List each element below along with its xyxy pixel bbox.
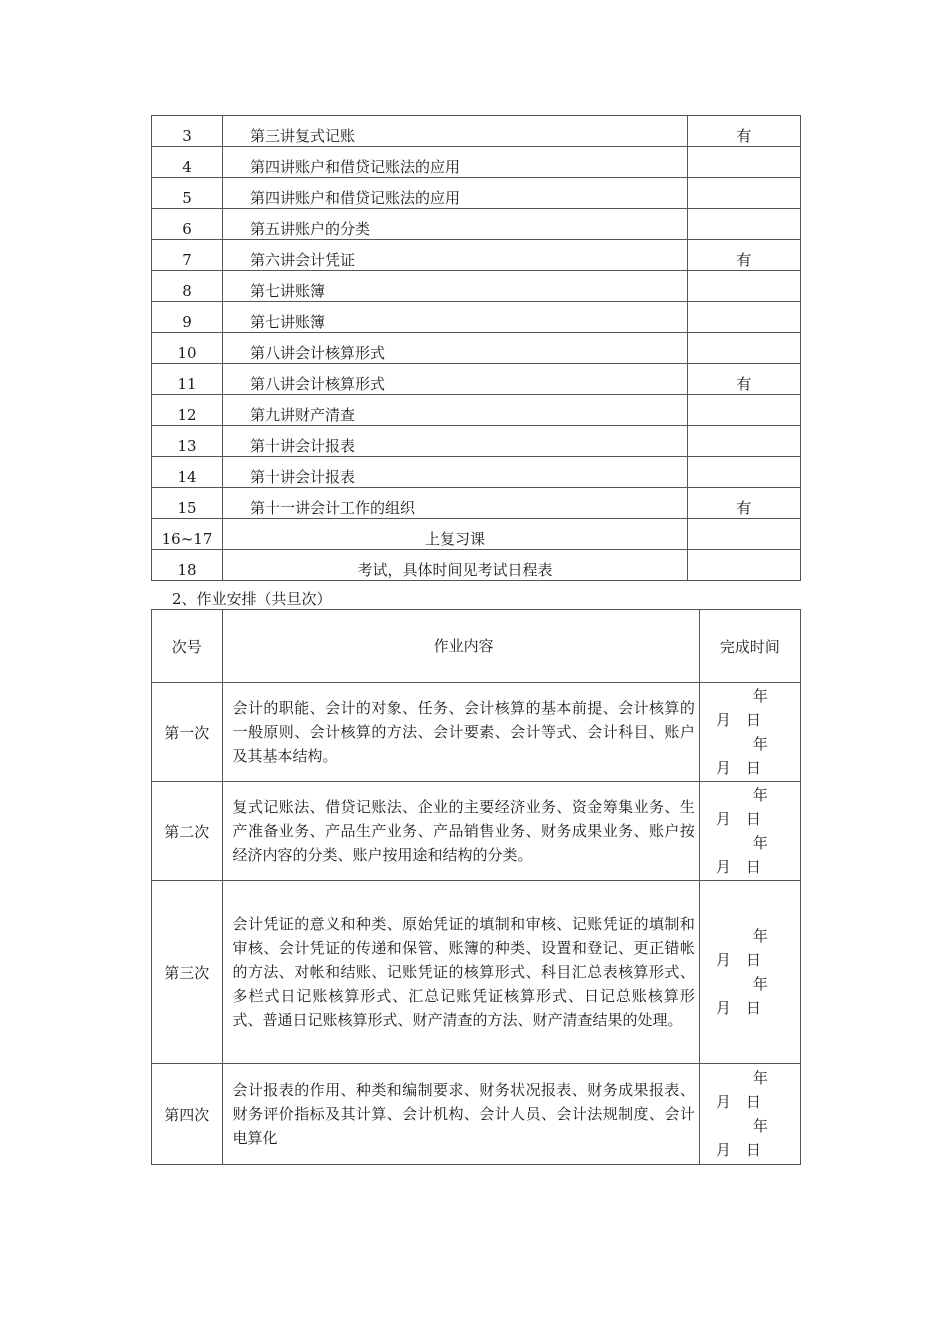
homework-table: [151, 609, 801, 1165]
row-mark: [687, 550, 800, 581]
table-row: [152, 333, 801, 364]
table-row: [152, 782, 801, 881]
row-mark: [687, 178, 800, 209]
row-number: 18: [152, 550, 223, 581]
date-month-day: [716, 948, 800, 972]
date-day: 日: [745, 711, 761, 729]
row-topic: 第十讲会计报表: [223, 426, 688, 457]
completion-time: [699, 881, 800, 1064]
date-year: 年: [752, 834, 768, 852]
row-number: 14: [152, 457, 223, 488]
date-month: 月: [715, 999, 731, 1017]
completion-time: [699, 683, 800, 782]
date-year: 年: [752, 927, 768, 945]
date-month-day: [716, 756, 800, 780]
table-row: [152, 881, 801, 1064]
row-mark: 有: [687, 488, 800, 519]
date-day: 日: [745, 810, 761, 828]
row-number: 7: [152, 240, 223, 271]
homework-heading: 2、作业安排（共旦次）: [172, 590, 332, 608]
date-block: [700, 1066, 800, 1162]
row-number: 11: [152, 364, 223, 395]
row-mark: [687, 426, 800, 457]
row-mark: 有: [687, 116, 800, 147]
table-row: [152, 488, 801, 519]
date-month: 月: [715, 1141, 731, 1159]
date-day: 日: [745, 999, 761, 1017]
row-topic: 第四讲账户和借贷记账法的应用: [223, 147, 688, 178]
date-year: 年: [752, 1117, 768, 1135]
date-month: 月: [715, 858, 731, 876]
homework-content: 复式记账法、借贷记账法、企业的主要经济业务、资金筹集业务、生产准备业务、产品生产业务、产品销售业务、财务成果业务、账户按经济内容的分类、账户按用途和结构的分类。: [222, 782, 699, 881]
row-topic: 第三讲复式记账: [223, 116, 688, 147]
table-row: [152, 240, 801, 271]
row-number: 5: [152, 178, 223, 209]
row-topic: 第十讲会计报表: [223, 457, 688, 488]
date-block: [700, 783, 800, 879]
header-row: [152, 610, 801, 683]
row-mark: [687, 302, 800, 333]
row-topic: 第十一讲会计工作的组织: [223, 488, 688, 519]
row-topic: 第八讲会计核算形式: [223, 364, 688, 395]
row-number: 8: [152, 271, 223, 302]
date-year: 年: [752, 975, 768, 993]
homework-content: 会计的职能、会计的对象、任务、会计核算的基本前提、会计核算的一般原则、会计核算的方法、会计要素、会计等式、会计科目、账户及其基本结构。: [222, 683, 699, 782]
table-row: [152, 426, 801, 457]
date-month: 月: [715, 759, 731, 777]
row-mark: [687, 147, 800, 178]
date-day: 日: [745, 858, 761, 876]
date-month-day: [716, 1138, 800, 1162]
date-month: 月: [715, 1093, 731, 1111]
row-number: 4: [152, 147, 223, 178]
homework-number: 第二次: [152, 782, 223, 881]
homework-number: 第一次: [152, 683, 223, 782]
row-mark: [687, 519, 800, 550]
homework-content: 会计报表的作用、种类和编制要求、财务状况报表、财务成果报表、财务评价指标及其计算、会计机构、会计人员、会计法规制度、会计电算化: [222, 1064, 699, 1165]
date-year: 年: [752, 687, 768, 705]
table-row: [152, 271, 801, 302]
header-num: 次号: [152, 610, 223, 683]
row-topic: 第五讲账户的分类: [223, 209, 688, 240]
homework-content: 会计凭证的意义和种类、原始凭证的填制和审核、记账凭证的填制和审核、会计凭证的传递和保管、账簿的种类、设置和登记、更正错帐的方法、对帐和结账、记账凭证的核算形式、科目汇总表核算形式、多栏式日记账核算形式、汇总记账凭证核算形式、日记总账核算形式、普通日记账核算形式、财产清查的方法、财产清查结果的处理。: [222, 881, 699, 1064]
table-row: [152, 364, 801, 395]
table-row: [152, 209, 801, 240]
row-topic: 第七讲账簿: [223, 302, 688, 333]
date-month: 月: [715, 810, 731, 828]
date-day: 日: [745, 1141, 761, 1159]
row-topic: 第七讲账簿: [223, 271, 688, 302]
table-row: [152, 302, 801, 333]
date-month-day: [716, 807, 800, 831]
date-day: 日: [745, 951, 761, 969]
date-month: 月: [715, 951, 731, 969]
table-row: [152, 395, 801, 426]
row-topic: 第四讲账户和借贷记账法的应用: [223, 178, 688, 209]
header-time: 完成时间: [699, 610, 800, 683]
date-month-day: [716, 855, 800, 879]
table-row: [152, 1064, 801, 1165]
row-mark: [687, 271, 800, 302]
row-mark: [687, 457, 800, 488]
row-topic: 第六讲会计凭证: [223, 240, 688, 271]
date-day: 日: [745, 1093, 761, 1111]
row-number: 16~17: [152, 519, 223, 550]
row-number: 6: [152, 209, 223, 240]
table-row: [152, 457, 801, 488]
row-number: 3: [152, 116, 223, 147]
date-block: [700, 924, 800, 1020]
row-mark: [687, 333, 800, 364]
table-row: [152, 178, 801, 209]
date-year: 年: [752, 1069, 768, 1087]
date-month-day: [716, 1090, 800, 1114]
date-block: [700, 684, 800, 780]
date-year: 年: [752, 786, 768, 804]
row-number: 10: [152, 333, 223, 364]
row-number: 15: [152, 488, 223, 519]
date-year: 年: [752, 735, 768, 753]
row-mark: [687, 209, 800, 240]
date-day: 日: [745, 759, 761, 777]
table-row: [152, 116, 801, 147]
table-row: [152, 519, 801, 550]
row-topic: 上复习课: [223, 519, 688, 550]
homework-number: 第三次: [152, 881, 223, 1064]
completion-time: [699, 1064, 800, 1165]
row-number: 9: [152, 302, 223, 333]
row-number: 13: [152, 426, 223, 457]
row-topic: 考试，具体时间见考试日程表: [223, 550, 688, 581]
row-topic: 第九讲财产清查: [223, 395, 688, 426]
row-topic: 第八讲会计核算形式: [223, 333, 688, 364]
date-month-day: [716, 708, 800, 732]
table-row: [152, 683, 801, 782]
row-mark: [687, 395, 800, 426]
homework-number: 第四次: [152, 1064, 223, 1165]
table-row: [152, 147, 801, 178]
row-mark: 有: [687, 240, 800, 271]
date-month-day: [716, 996, 800, 1020]
row-mark: 有: [687, 364, 800, 395]
completion-time: [699, 782, 800, 881]
date-month: 月: [715, 711, 731, 729]
header-content: 作业内容: [222, 610, 699, 683]
schedule-table: [151, 115, 801, 581]
table-row: [152, 550, 801, 581]
row-number: 12: [152, 395, 223, 426]
